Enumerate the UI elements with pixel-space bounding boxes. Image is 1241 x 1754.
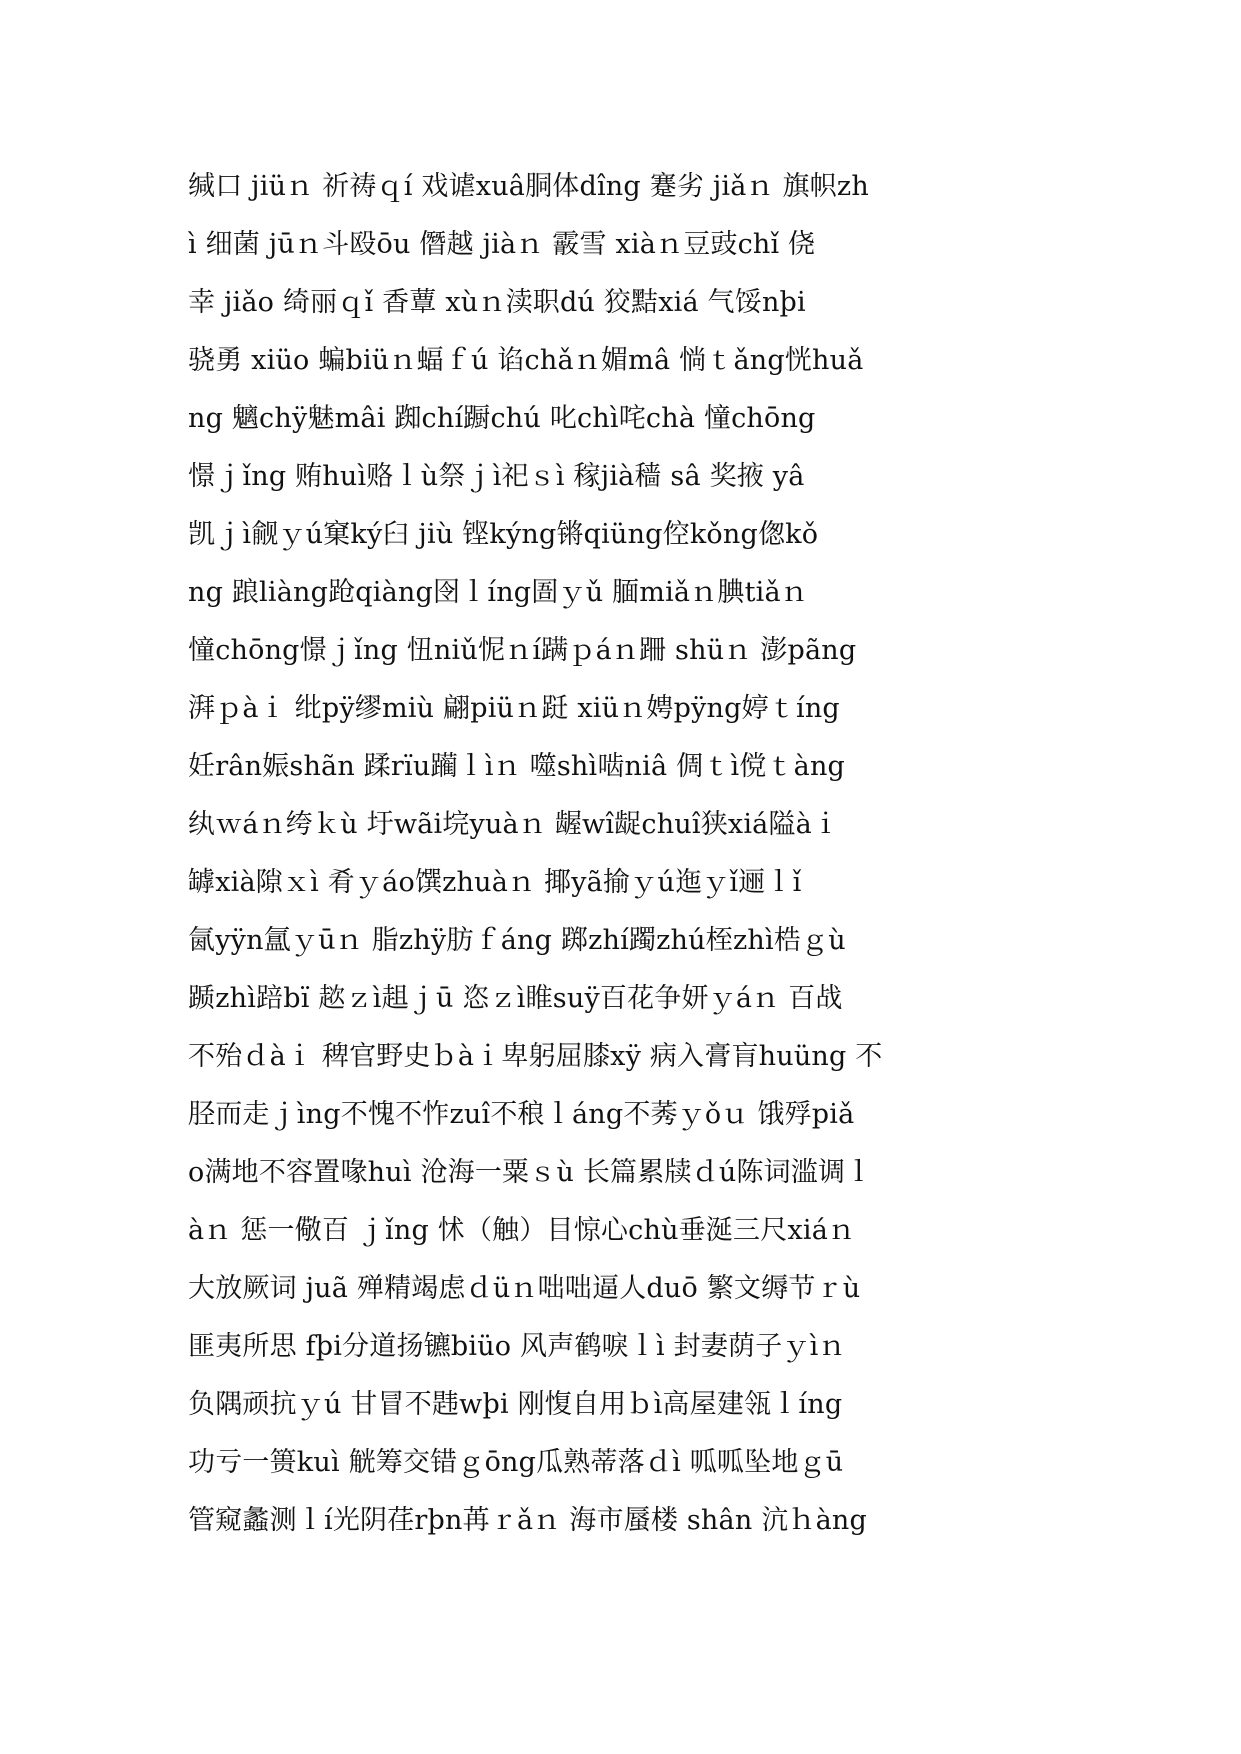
vocabulary-text-block [188, 158, 1058, 1550]
text-line: 憧chōng憬ｊǐng 忸niǔ怩ｎí蹒ｐáｎ跚 shüｎ 澎pãng [188, 635, 857, 666]
text-line: 妊rân娠shãn 蹂rïu躏ｌìｎ 噬shì啮niâ 倜ｔì傥ｔàng [188, 751, 846, 782]
text-line: 憬ｊǐng 贿huì赂ｌù祭ｊì祀ｓì 稼jià穑 sâ 奖掖 yâ [188, 461, 805, 492]
text-line: ì 细菌 jūｎ斗殴ōu 僭越 jiàｎ 霰雪 xiàｎ豆豉chǐ 侥 [188, 229, 816, 260]
text-line: 功亏一篑kuì 觥筹交错ｇōng瓜熟蒂落ｄì 呱呱坠地ｇū [188, 1447, 844, 1478]
text-line: 负隅顽抗ｙú 甘冒不韪wþi 刚愎自用ｂì高屋建瓴ｌíng [188, 1389, 843, 1420]
text-line: 骁勇 xiüo 蝙biüｎ蝠ｆú 谄chǎｎ媚mâ 惝ｔǎng恍huǎ [188, 345, 864, 376]
text-line: ng 魑chÿ魅mâi 踟chí蹰chú 叱chì咤chà 憧chōng [188, 403, 816, 434]
text-line: o满地不容置喙huì 沧海一粟ｓù 长篇累牍ｄú陈词滥调ｌ [188, 1157, 873, 1188]
text-line: 纨ｗáｎ绔ｋù 圩wãi垸yuàｎ 龌wî龊chuî狭xiá隘àｉ [188, 809, 840, 840]
text-line: àｎ 惩一儆百 ｊǐng 怵（触）目惊心chù垂涎三尺xiáｎ [188, 1215, 856, 1246]
text-line: 氤yÿn氲ｙūｎ 脂zhÿ肪ｆáng 踯zhí躅zhú桎zhì梏ｇù [188, 925, 846, 956]
text-line: 匪夷所思 fþi分道扬镳biüo 风声鹤唳ｌì 封妻荫子ｙìｎ [188, 1331, 846, 1362]
text-line: 踬zhì踣bï 趑ｚì趄ｊū 恣ｚì睢suÿ百花争妍ｙáｎ 百战 [188, 983, 843, 1014]
text-line: 管窥蠡测ｌí光阴荏rþn苒ｒǎｎ 海市蜃楼 shân 沆ｈàng [188, 1505, 867, 1536]
text-line: 缄口 jiüｎ 祈祷ｑí 戏谑xuâ胴体dîng 蹇劣 jiǎｎ 旗帜zh [188, 171, 869, 202]
text-line: 湃ｐàｉ 纰pÿ缪miù 翩piüｎ跹 xiüｎ娉pÿng婷ｔíng [188, 693, 840, 724]
text-line: 凯ｊì觎ｙú窠ký臼 jiù 铿kýng锵qiüng倥kǒng偬kǒ [188, 519, 819, 550]
text-line: 不殆ｄàｉ 稗官野史ｂàｉ卑躬屈膝xÿ 病入膏肓huüng 不 [188, 1041, 883, 1072]
text-line: 胫而走ｊìng不愧不怍zuî不稂ｌáng不莠ｙǒｕ 饿殍piǎ [188, 1099, 855, 1130]
text-line: 罅xià隙ｘì 肴ｙáo馔zhuàｎ 揶yã揄ｙú迤ｙǐ逦ｌǐ [188, 867, 802, 898]
text-line: 大放厥词 juã 殚精竭虑ｄüｎ咄咄逼人duō 繁文缛节ｒù [188, 1273, 861, 1304]
text-line: 幸 jiǎo 绮丽ｑǐ 香蕈 xùｎ渎职dú 狡黠xiá 气馁nþi [188, 287, 806, 318]
text-line: ng 踉liàng跄qiàng囹ｌíng圄ｙǔ 腼miǎｎ腆tiǎｎ [188, 577, 808, 608]
